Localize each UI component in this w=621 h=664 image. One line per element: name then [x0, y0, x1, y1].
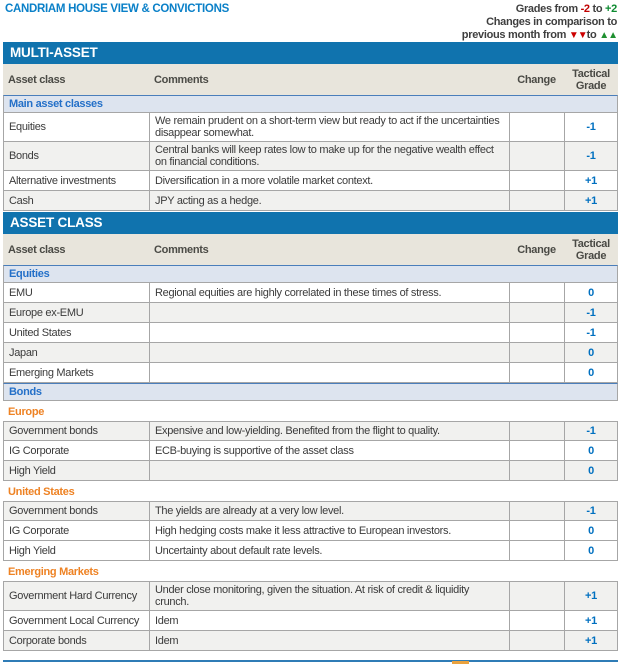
- tactical-grade-cell: -1: [586, 306, 596, 319]
- change-cell: [510, 631, 565, 650]
- table-row: [3, 421, 618, 441]
- change-cell: [510, 502, 565, 520]
- comment-cell: [150, 343, 510, 362]
- tactical-grade-cell: +1: [585, 194, 597, 207]
- region-header: Emerging Markets: [3, 561, 618, 581]
- tactical-grade-cell: -1: [586, 505, 596, 517]
- table-row: [3, 142, 618, 171]
- region-header: United States: [3, 481, 618, 501]
- asset-class-cell: Government bonds: [4, 502, 150, 520]
- asset-class-cell: Government bonds: [4, 422, 150, 440]
- col-header-asset-class: Asset class: [8, 73, 66, 86]
- legend-line-grades: [462, 3, 617, 16]
- tactical-grade-cell: 0: [588, 464, 594, 477]
- change-cell: [510, 461, 565, 480]
- table-row: [3, 441, 618, 461]
- comment-cell: Idem: [150, 611, 510, 630]
- asset-class-cell: IG Corporate: [4, 521, 150, 540]
- table-row: [3, 283, 618, 303]
- tactical-grade-cell: 0: [588, 444, 594, 457]
- comment-cell: High hedging costs make it less attractive to European investors.: [150, 521, 510, 540]
- table-row: [3, 541, 618, 561]
- col-header-tactical-grade: Tactical Grade: [572, 237, 610, 262]
- grades-legend: [462, 3, 617, 42]
- asset-class-cell: Cash: [4, 191, 150, 210]
- region-header: Europe: [3, 401, 618, 421]
- comment-cell: Idem: [150, 631, 510, 650]
- report-tables: [3, 42, 618, 651]
- change-cell: [510, 422, 565, 440]
- up-arrows-icon: ▲▲: [599, 30, 617, 41]
- legend-grade-low: -2: [580, 3, 590, 15]
- tactical-grade-cell: 0: [588, 524, 594, 537]
- group-header: Equities: [3, 265, 618, 283]
- tactical-grade-cell: -1: [586, 121, 596, 133]
- section-banner: ASSET CLASS: [3, 212, 618, 234]
- col-header-tactical-grade: Tactical Grade: [572, 67, 610, 92]
- tactical-grade-cell: +1: [585, 614, 597, 627]
- legend-text: to: [586, 29, 600, 41]
- change-cell: [510, 521, 565, 540]
- tactical-grade-cell: 0: [588, 346, 594, 359]
- comment-cell: [150, 363, 510, 382]
- tactical-grade-cell: -1: [586, 425, 596, 437]
- change-cell: [510, 541, 565, 560]
- group-header: Main asset classes: [3, 95, 618, 113]
- asset-class-cell: High Yield: [4, 541, 150, 560]
- change-cell: [510, 441, 565, 460]
- comment-cell: Central banks will keep rates low to make up for the negative wealth effect on financial conditions.: [150, 142, 510, 170]
- table-row: [3, 363, 618, 383]
- tactical-grade-cell: -1: [586, 150, 596, 162]
- page-header: [0, 0, 621, 41]
- tactical-grade-cell: 0: [588, 366, 594, 379]
- table-row: [3, 191, 618, 211]
- asset-class-cell: Japan: [4, 343, 150, 362]
- table-header-row: [3, 64, 618, 95]
- table-row: [3, 631, 618, 651]
- asset-class-cell: Government Local Currency: [4, 611, 150, 630]
- change-cell: [510, 611, 565, 630]
- next-banner-edge: [3, 660, 618, 662]
- comment-cell: Expensive and low-yielding. Benefited from the flight to quality.: [150, 422, 510, 440]
- down-arrows-icon: ▼▼: [568, 30, 587, 41]
- tactical-grade-cell: +1: [585, 590, 597, 602]
- change-cell: [510, 582, 565, 610]
- tactical-grade-cell: -1: [586, 326, 596, 339]
- legend-text: previous month from: [461, 29, 569, 41]
- table-row: [3, 581, 618, 611]
- legend-text: to: [589, 3, 606, 15]
- comment-cell: ECB-buying is supportive of the asset class: [150, 441, 510, 460]
- col-header-change: Change: [517, 243, 556, 256]
- cutoff-next-section: [0, 660, 621, 664]
- comment-cell: [150, 303, 510, 322]
- change-cell: [510, 283, 565, 302]
- comment-cell: Regional equities are highly correlated in these times of stress.: [150, 283, 510, 302]
- change-cell: [510, 343, 565, 362]
- legend-grade-high: +2: [605, 3, 617, 15]
- asset-class-cell: Equities: [4, 113, 150, 141]
- asset-class-cell: Europe ex-EMU: [4, 303, 150, 322]
- tactical-grade-cell: +1: [585, 174, 597, 187]
- table-row: [3, 113, 618, 142]
- table-row: [3, 171, 618, 191]
- asset-class-cell: Bonds: [4, 142, 150, 170]
- legend-line-changes: Changes in comparison to: [486, 16, 617, 28]
- col-header-comments: Comments: [154, 243, 209, 256]
- comment-cell: Under close monitoring, given the situation. At risk of credit & liquidity crunch.: [150, 582, 510, 610]
- comment-cell: JPY acting as a hedge.: [150, 191, 510, 210]
- table-row: [3, 521, 618, 541]
- asset-class-cell: High Yield: [4, 461, 150, 480]
- section-banner: MULTI-ASSET: [3, 42, 618, 64]
- change-cell: [510, 113, 565, 141]
- comment-cell: Diversification in a more volatile market context.: [150, 171, 510, 190]
- comment-cell: [150, 461, 510, 480]
- comment-cell: We remain prudent on a short-term view but ready to act if the uncertainties disappear somewhat.: [150, 113, 510, 141]
- comment-cell: [150, 323, 510, 342]
- change-cell: [510, 191, 565, 210]
- asset-class-cell: IG Corporate: [4, 441, 150, 460]
- tactical-grade-cell: +1: [585, 634, 597, 647]
- change-cell: [510, 303, 565, 322]
- group-header: Bonds: [3, 383, 618, 401]
- legend-text: Grades from: [515, 3, 581, 15]
- change-cell: [510, 323, 565, 342]
- change-cell: [510, 142, 565, 170]
- change-cell: [510, 171, 565, 190]
- comment-cell: Uncertainty about default rate levels.: [150, 541, 510, 560]
- asset-class-cell: Emerging Markets: [4, 363, 150, 382]
- table-row: [3, 303, 618, 323]
- asset-class-cell: Alternative investments: [4, 171, 150, 190]
- page-title: CANDRIAM HOUSE VIEW & CONVICTIONS: [5, 3, 229, 15]
- table-row: [3, 611, 618, 631]
- asset-class-cell: United States: [4, 323, 150, 342]
- table-row: [3, 343, 618, 363]
- comment-cell: The yields are already at a very low level.: [150, 502, 510, 520]
- col-header-asset-class: Asset class: [8, 243, 66, 256]
- table-row: [3, 323, 618, 343]
- change-cell: [510, 363, 565, 382]
- col-header-change: Change: [517, 73, 556, 86]
- table-header-row: [3, 234, 618, 265]
- asset-class-cell: Corporate bonds: [4, 631, 150, 650]
- table-row: [3, 501, 618, 521]
- asset-class-cell: EMU: [4, 283, 150, 302]
- asset-class-cell: Government Hard Currency: [4, 582, 150, 610]
- legend-line-arrows: [462, 29, 617, 42]
- tactical-grade-cell: 0: [588, 544, 594, 557]
- table-row: [3, 461, 618, 481]
- col-header-comments: Comments: [154, 73, 209, 86]
- tactical-grade-cell: 0: [588, 286, 594, 299]
